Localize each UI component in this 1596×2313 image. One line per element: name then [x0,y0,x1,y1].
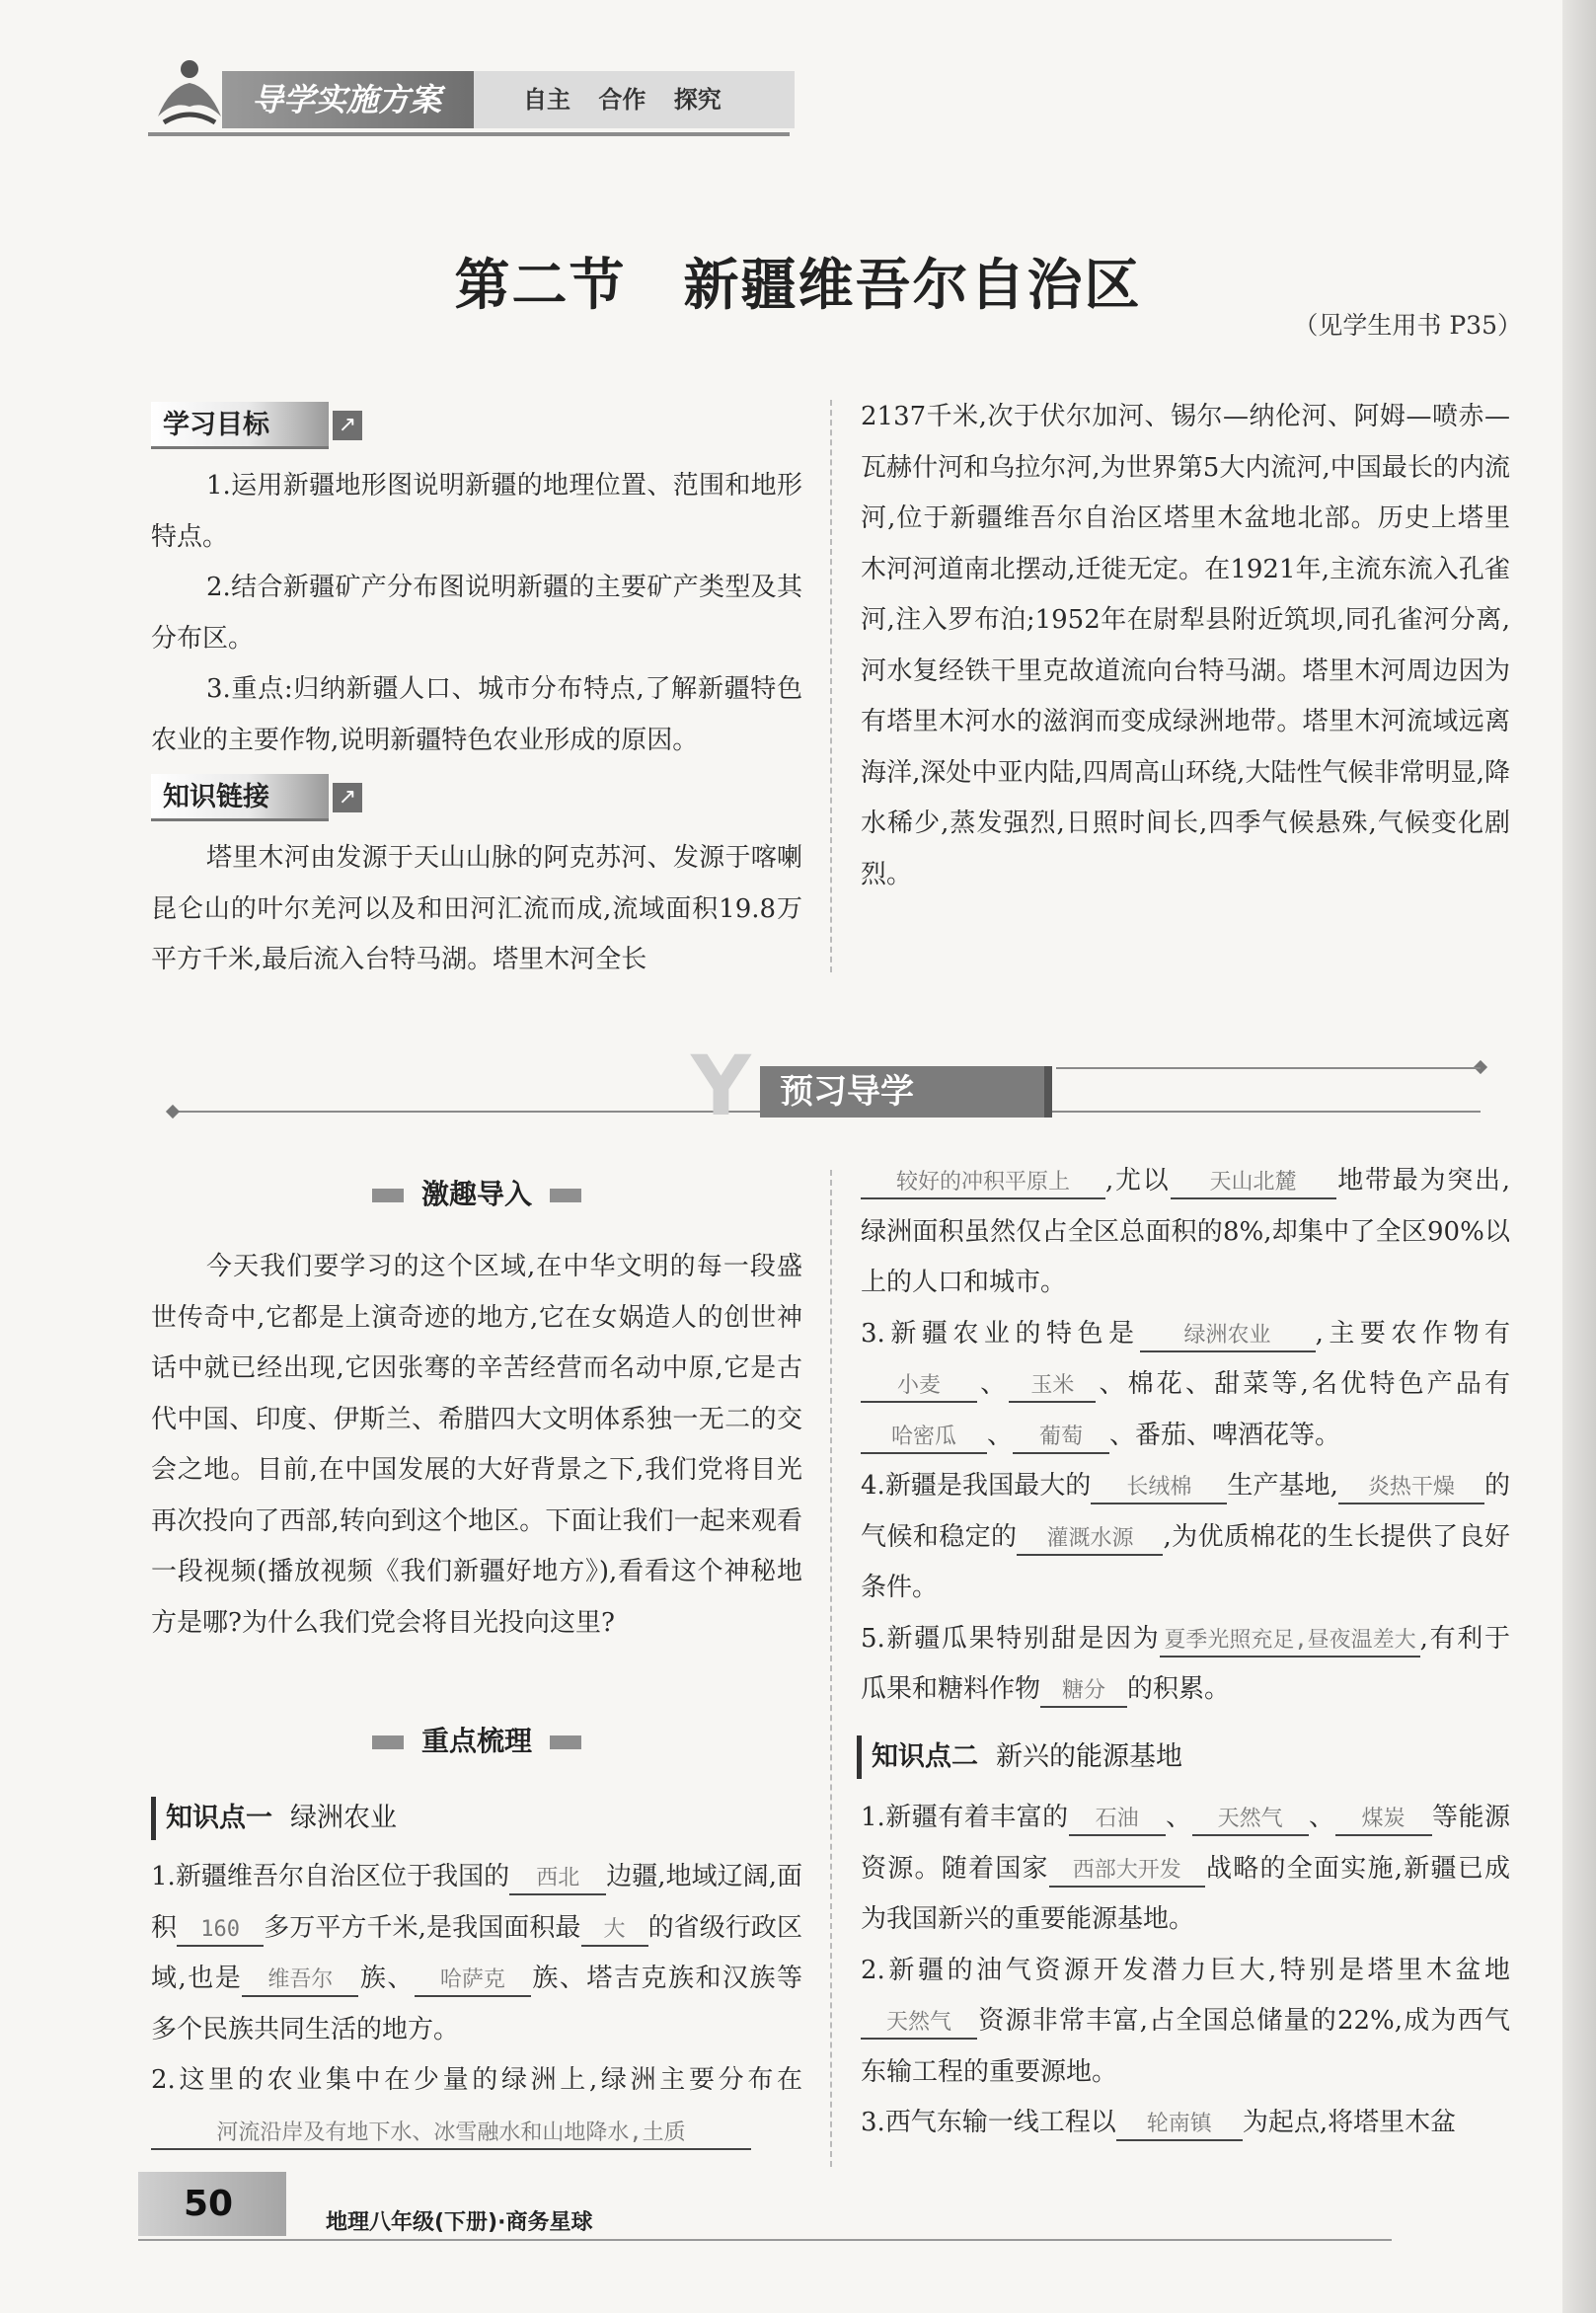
q-text: 、 [977,1369,1010,1399]
banner-y-mark: Y [691,1038,751,1134]
q-text: 的气候和稳定的 [861,1471,1510,1552]
heading-square-right [550,1189,581,1202]
header-band: 导学实施方案 [222,71,474,128]
kp1-q2-cont [861,1156,1510,1309]
answer-blank: 炎热干燥 [1338,1473,1484,1504]
answer-blank: 天山北麓 [1171,1168,1336,1199]
kp1-questions-right [861,1156,1510,1716]
q-text: 3.西气东输一线工程以 [861,2108,1116,2137]
q-text: 、 [1308,1803,1335,1832]
goal-item: 1.运用新疆地形图说明新疆的地理位置、范围和地形特点。 [151,471,802,552]
q-text: 1.新疆有着丰富的 [861,1803,1069,1832]
arrow-icon: ↗ [333,783,362,812]
answer-blank: 小麦 [861,1371,977,1403]
q-text: 、 [1165,1803,1192,1832]
answer-blank: 天然气 [1192,1805,1309,1836]
kp1-q2-start [151,2055,802,2157]
q-text: 的积累。 [1127,1674,1231,1704]
kp1-q4 [861,1461,1510,1614]
answer-blank: 哈萨克 [415,1966,531,1997]
kp1-tag: 知识点一 [166,1803,272,1833]
answer-blank: 大 [581,1915,648,1947]
answer-blank: 较好的冲积平原上 [861,1168,1105,1199]
answer-blank: 灌溉水源 [1017,1524,1163,1556]
kp2-name: 新兴的能源基地 [996,1741,1182,1772]
header-rule [148,132,790,136]
q-text: ,为优质棉花的生长提供了良好条件。 [861,1521,1510,1602]
q-text: ,有利于瓜果和糖料作物 [861,1623,1510,1704]
q-text: 4.新疆是我国最大的 [861,1471,1092,1501]
q-text: 为起点,将塔里木盆 [1242,2108,1457,2137]
book-title: 地理八年级(下册)·商务星球 [326,2210,593,2235]
answer-blank: 160 [177,1915,264,1947]
q-text: ,主要农作物有 [1315,1318,1510,1349]
goals-list [151,461,802,766]
heading-square-left [372,1189,404,1202]
q-text: 、番茄、啤酒花等。 [1109,1420,1341,1450]
q-text: 1.新疆维吾尔自治区位于我国的 [151,1862,510,1891]
heading-square-right [550,1735,581,1749]
kp1-q1 [151,1852,802,2055]
q-text: 的省级行政区域,也是 [151,1912,802,1993]
q-text: 、棉花、甜菜等,名优特色产品有 [1096,1369,1510,1399]
kp1-q3 [861,1309,1510,1462]
link-text-left [151,833,802,986]
kp2-q1 [861,1793,1510,1946]
link-paragraph-right: 2137千米,次于伏尔加河、锡尔—纳伦河、阿姆—喷赤—瓦赫什河和乌拉尔河,为世界第5大内流河,中国最长的内流河,位于新疆维吾尔自治区塔里木盆地北部。历史上塔里木河河道南北摆动,迁徙无定。在1921年,主流东流入孔雀河,注入罗布泊;1952年在尉犁县附近筑坝,同孔雀河分离,河水复经铁干里克故道流向台特马湖。塔里木河周边因为有塔里木河水的滋润而变成绿洲地带。塔里木河流域远离海洋,深处中亚内陆,四周高山环绕,大陆性气候非常明显,降水稀少,蒸发强烈,日照时间长,四季气候悬殊,气候变化剧烈。 [861,402,1510,889]
link-text-right [861,392,1510,900]
q-text: 资源非常丰富,占全国总储量的22%,成为西气东输工程的重要源地。 [861,2006,1510,2087]
banner-line-upper [1056,1067,1481,1069]
footer-line [138,2239,1392,2241]
knowledge-point-1-heading [151,1797,546,1840]
key-heading-text: 重点梳理 [420,1725,532,1757]
column-divider [830,400,832,972]
q-text: 多万平方千米,是我国面积最 [264,1912,581,1943]
kp1-name: 绿洲农业 [290,1803,397,1833]
answer-blank: 煤炭 [1335,1805,1432,1836]
q-text: 、 [987,1420,1014,1450]
q-text: 生产基地, [1227,1471,1338,1501]
answer-blank: 夏季光照充足,昼夜温差大 [1160,1626,1419,1658]
q-text: 等能源资源。随着国家 [861,1803,1510,1884]
kp2-q3 [861,2098,1510,2149]
answer-blank: 长绒棉 [1091,1473,1227,1504]
q-text: 战略的全面实施,新疆已成为我国新兴的重要能源基地。 [861,1853,1510,1934]
answer-blank: 哈密瓜 [861,1423,987,1454]
intro-heading-text: 激趣导入 [420,1178,532,1210]
link-paragraph-left: 塔里木河由发源于天山山脉的阿克苏河、发源于喀喇昆仑山的叶尔羌河以及和田河汇流而成,流域面积19.8万平方千米,最后流入台特马湖。塔里木河全长 [151,843,802,974]
answer-blank: 玉米 [1009,1371,1096,1403]
answer-blank: 维吾尔 [242,1966,358,1997]
kp1-questions-left [151,1852,802,2157]
reference-note: （见学生用书 P35） [1293,311,1522,340]
intro-text [151,1242,802,1649]
goal-item: 3.重点:归纳新疆人口、城市分布特点,了解新疆特色农业的主要作物,说明新疆特色农业形成的原因。 [151,674,802,755]
page-title: 第二节 新疆维吾尔自治区 [454,253,1142,318]
kp2-questions [861,1793,1510,2149]
answer-blank: 轮南镇 [1116,2110,1243,2141]
intro-heading [151,1175,802,1214]
header-tags: 自主 合作 探究 [474,71,795,128]
answer-blank: 葡萄 [1013,1423,1109,1454]
answer-blank: 糖分 [1040,1676,1127,1708]
link-tag: 知识链接 [151,774,329,821]
q-text: 地带最为突出,绿洲面积虽然仅占全区总面积的8%,却集中了全区90%以上的人口和城市。 [861,1166,1511,1297]
q-text: 3.新疆农业的特色是 [861,1318,1140,1349]
preview-banner: 预习导学 [760,1066,1051,1118]
key-heading [151,1722,802,1761]
book-logo-icon [150,57,227,130]
kp2-tag: 知识点二 [872,1741,978,1772]
banner-end-bar [1044,1066,1052,1118]
banner-dot [166,1105,180,1118]
q-text: 族、塔吉克族和汉族等多个民族共同生活的地方。 [151,1964,802,2044]
q-text: 5.新疆瓜果特别甜是因为 [861,1623,1161,1654]
answer-blank: 河流沿岸及有地下水、冰雪融水和山地降水,土质 [151,2119,751,2150]
goal-item: 2.结合新疆矿产分布图说明新疆的主要矿产类型及其分布区。 [151,573,802,654]
answer-blank: 天然气 [861,2008,977,2040]
q-text: 族、 [358,1964,415,1993]
heading-square-left [372,1735,404,1749]
answer-blank: 石油 [1069,1805,1166,1836]
q-text: 边疆,地域辽阔,面积 [151,1862,803,1943]
page-number: 50 [138,2172,286,2236]
kp2-q2 [861,1946,1510,2099]
answer-blank: 西部大开发 [1049,1856,1205,1888]
q-text: 2.这里的农业集中在少量的绿洲上,绿洲主要分布在 [151,2065,802,2095]
answer-blank: 绿洲农业 [1140,1321,1316,1352]
intro-paragraph: 今天我们要学习的这个区域,在中华文明的每一段盛世传奇中,它都是上演奇迹的地方,它在女娲造人的创世神话中就已经出现,它因张骞的辛苦经营而名动中原,它是古代中国、印度、伊斯兰、希腊四大文明体系独一无二的交会之地。目前,在中国发展的大好背景之下,我们党将目光再次投向了西部,转向到这个地区。下面让我们一起来观看一段视频(播放视频《我们新疆好地方》),看看这个神秘地方是哪?为什么我们党会将目光投向这里? [151,1252,802,1638]
arrow-icon: ↗ [333,411,362,440]
answer-blank: 西北 [509,1864,606,1895]
q-text: 2.新疆的油气资源开发潜力巨大,特别是塔里木盆地 [861,1955,1510,1985]
goals-tag: 学习目标 [151,402,329,449]
page-edge [1562,0,1596,2313]
q-text: ,尤以 [1105,1166,1171,1195]
column-divider [830,1170,832,2167]
kp1-q5 [861,1614,1510,1716]
knowledge-point-2-heading [857,1735,1252,1779]
